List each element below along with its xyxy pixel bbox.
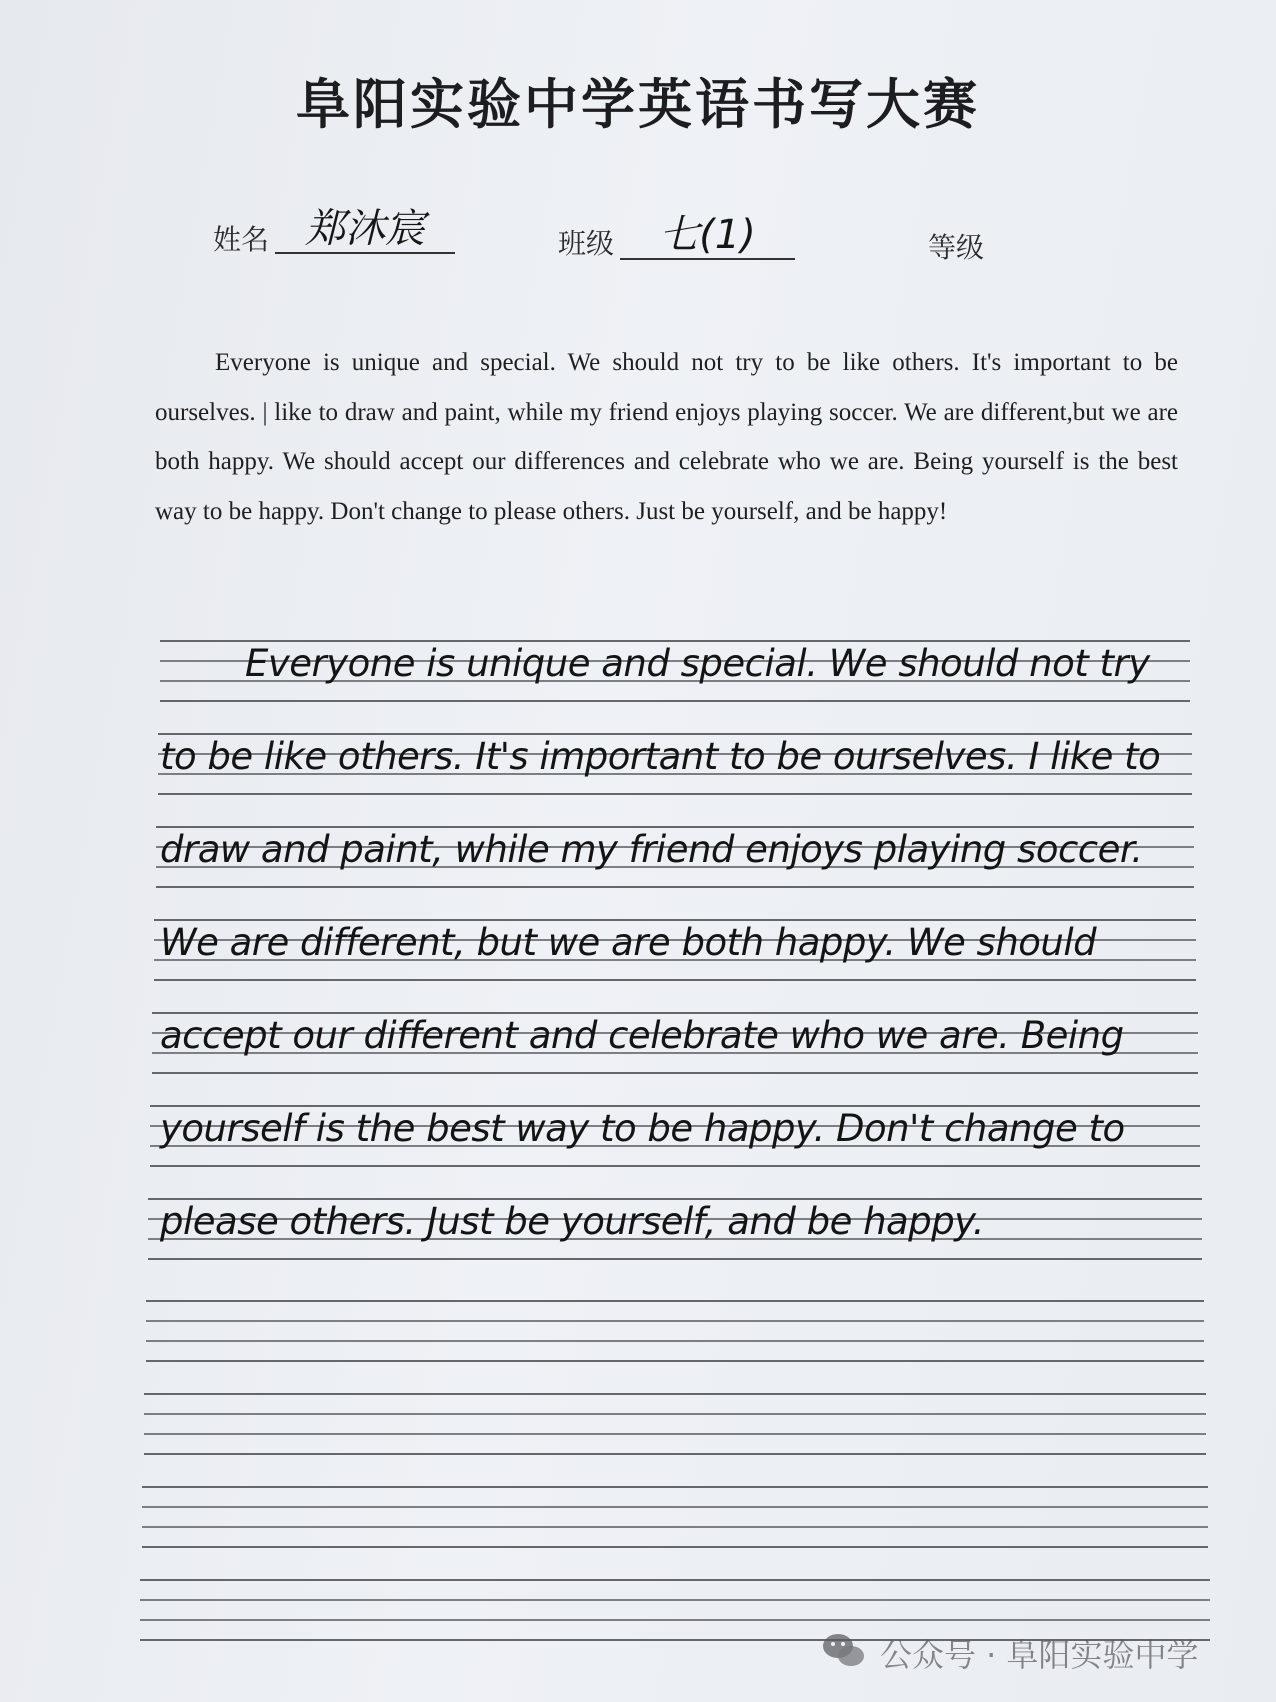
ruled-line [160, 700, 1190, 702]
ruled-line [142, 1526, 1208, 1528]
ruled-line [146, 1300, 1204, 1302]
wechat-icon [820, 1630, 868, 1672]
ruled-line [144, 1433, 1206, 1435]
ruled-line [150, 1165, 1200, 1167]
handwriting-line-1: Everyone is unique and special. We should not try [245, 642, 1150, 685]
page-title: 阜阳实验中学英语书写大赛 [296, 72, 980, 136]
handwriting-line-5: accept our different and celebrate who we are. Being [160, 1014, 1124, 1057]
printed-passage: Everyone is unique and special. We should not try to be like others. It's important to be ourselves. | like to draw and paint, while my friend enjoys playing soccer. We are different,but we are both happy. We should accept our differences and celebrate who we are. Being yourself is the best way to be happy. Don't change to please others. Just be yourself, and be happy! [155, 349, 1178, 525]
name-value: 郑沐宸 [275, 206, 455, 254]
handwriting-line-2: to be like others. It's important to be ourselves. I like to [160, 735, 1161, 778]
ruled-line [148, 1258, 1202, 1260]
ruled-line [146, 1360, 1204, 1362]
class-value: 七(1) [620, 212, 795, 260]
ruled-line [144, 1413, 1206, 1415]
ruled-line [140, 1579, 1210, 1581]
handwriting-line-7: please others. Just be yourself, and be happy. [160, 1200, 984, 1243]
ruled-line [142, 1506, 1208, 1508]
handwriting-line-4: We are different, but we are both happy. We should [160, 921, 1097, 964]
class-label: 班级 [558, 227, 615, 260]
handwriting-line-6: yourself is the best way to be happy. Don't change to [160, 1107, 1125, 1150]
ruled-line [142, 1546, 1208, 1548]
handwriting-line-3: draw and paint, while my friend enjoys playing soccer. [160, 828, 1143, 871]
ruled-line [158, 793, 1192, 795]
ruled-line [142, 1486, 1208, 1488]
grade-label: 等级 [928, 231, 985, 264]
ruled-line [140, 1599, 1210, 1601]
ruled-line [146, 1340, 1204, 1342]
ruled-line [156, 886, 1194, 888]
name-label: 姓名 [213, 223, 270, 256]
ruled-line [140, 1619, 1210, 1621]
ruled-line [144, 1453, 1206, 1455]
ruled-line [146, 1320, 1204, 1322]
ruled-line [152, 1072, 1198, 1074]
watermark: 公众号 · 阜阳实验中学 [880, 1636, 1199, 1674]
ruled-line [144, 1393, 1206, 1395]
ruled-line [154, 979, 1196, 981]
